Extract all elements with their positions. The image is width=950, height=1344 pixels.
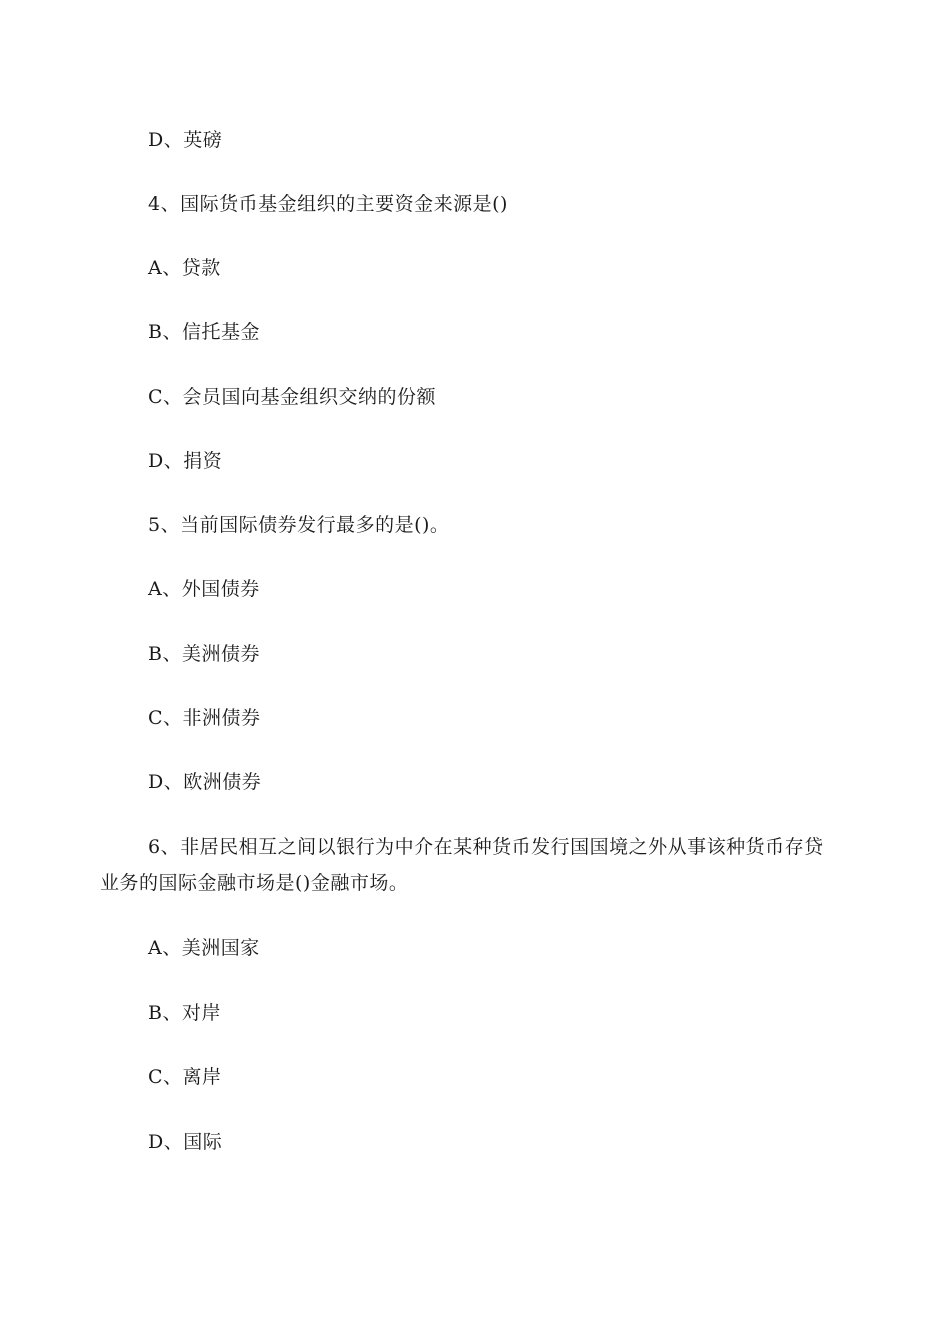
option-d-q5: D、欧洲债券 xyxy=(148,771,262,793)
option-b-q5: B、美洲债券 xyxy=(148,643,260,665)
option-a-q6: A、美洲国家 xyxy=(148,937,260,959)
option-d-q6: D、国际 xyxy=(148,1131,223,1153)
question-5: 5、当前国际债券发行最多的是()。 xyxy=(148,514,450,536)
option-b-q6: B、对岸 xyxy=(148,1002,221,1024)
option-c-q5: C、非洲债券 xyxy=(148,707,261,729)
question-4: 4、国际货币基金组织的主要资金来源是() xyxy=(148,193,508,215)
option-b-q4: B、信托基金 xyxy=(148,321,260,343)
option-a-q4: A、贷款 xyxy=(148,257,221,279)
option-c-q6: C、离岸 xyxy=(148,1066,222,1088)
option-a-q5: A、外国债券 xyxy=(148,578,260,600)
option-c-q4: C、会员国向基金组织交纳的份额 xyxy=(148,386,437,408)
question-6: 6、非居民相互之间以银行为中介在某种货币发行国国境之外从事该种货币存贷业务的国际金融市场是()金融市场。 xyxy=(100,836,824,894)
option-d-q4: D、捐资 xyxy=(148,450,223,472)
option-d-q3: D、英磅 xyxy=(148,129,223,151)
